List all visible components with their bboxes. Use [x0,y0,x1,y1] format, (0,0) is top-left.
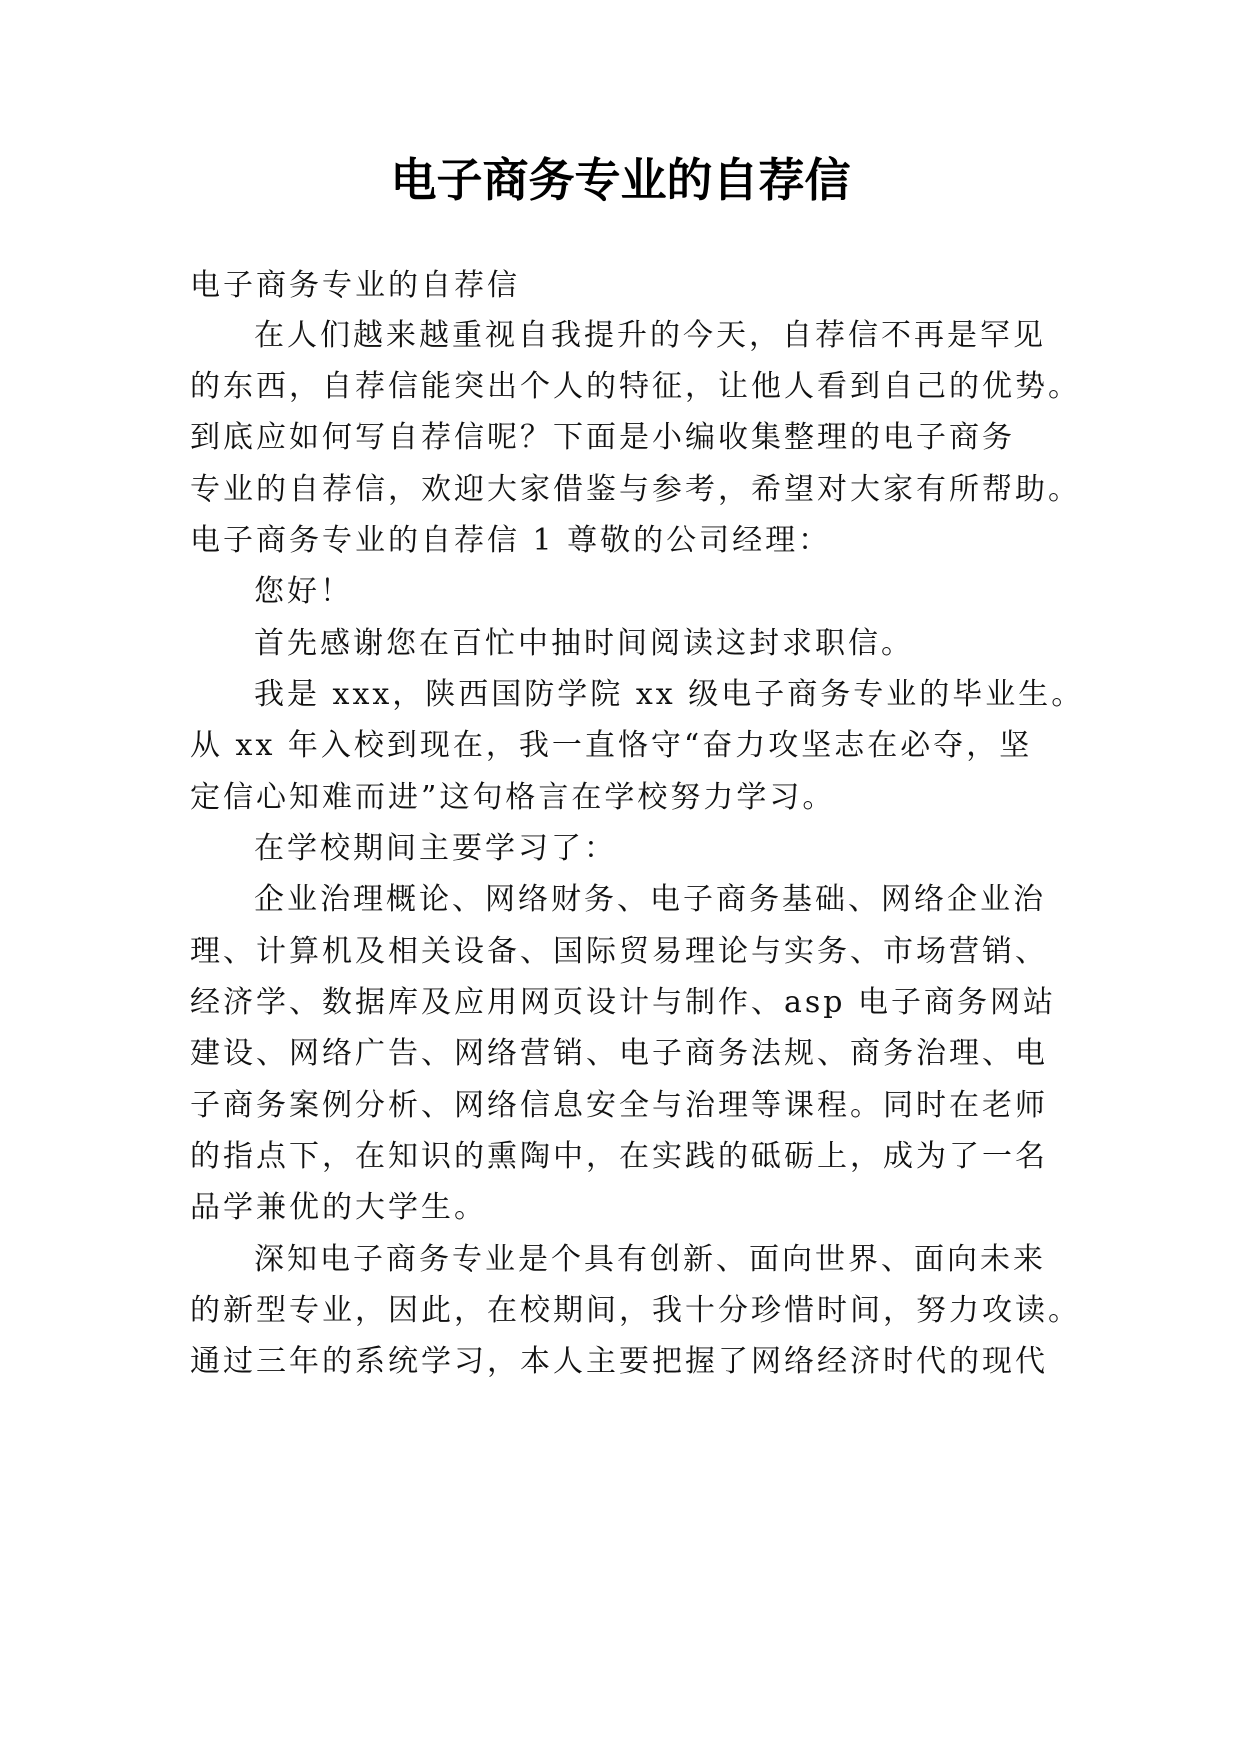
text-line: 的东西，自荐信能突出个人的特征，让他人看到自己的优势。 [190,369,1081,404]
text-line: 建设、网络广告、网络营销、电子商务法规、商务治理、电 [190,1036,1048,1071]
text-line: 首先感谢您在百忙中抽时间阅读这封求职信。 [254,626,914,661]
text-line: 在人们越来越重视自我提升的今天，自荐信不再是罕见 [254,318,1046,353]
text-line: 通过三年的系统学习，本人主要把握了网络经济时代的现代 [190,1344,1048,1379]
text-line: 专业的自荐信，欢迎大家借鉴与参考，希望对大家有所帮助。 [190,472,1081,507]
document-title: 电子商务专业的自荐信 [390,153,851,207]
text-line: 电子商务专业的自荐信 1 尊敬的公司经理： [190,523,832,558]
text-line: 您好！ [254,574,353,609]
text-line: 企业治理概论、网络财务、电子商务基础、网络企业治 [254,882,1046,917]
text-line: 从 xx 年入校到现在，我一直恪守“奋力攻坚志在必夺，坚 [190,728,1033,763]
text-line: 到底应如何写自荐信呢？下面是小编收集整理的电子商务 [190,420,1015,455]
text-line: 品学兼优的大学生。 [190,1190,487,1225]
text-line: 的新型专业，因此，在校期间，我十分珍惜时间，努力攻读。 [190,1293,1081,1328]
text-line: 经济学、数据库及应用网页设计与制作、asp 电子商务网站 [190,985,1057,1020]
text-line: 的指点下，在知识的熏陶中，在实践的砥砺上，成为了一名 [190,1139,1048,1174]
text-line: 理、计算机及相关设备、国际贸易理论与实务、市场营销、 [190,934,1048,969]
text-line: 深知电子商务专业是个具有创新、面向世界、面向未来 [254,1242,1046,1277]
text-line: 电子商务专业的自荐信 [190,268,520,303]
text-line: 定信心知难而进”这句格言在学校努力学习。 [190,780,836,815]
text-line: 在学校期间主要学习了： [254,831,617,866]
text-line: 我是 xxx，陕西国防学院 xx 级电子商务专业的毕业生。 [254,677,1085,712]
text-line: 子商务案例分析、网络信息安全与治理等课程。同时在老师 [190,1088,1048,1123]
